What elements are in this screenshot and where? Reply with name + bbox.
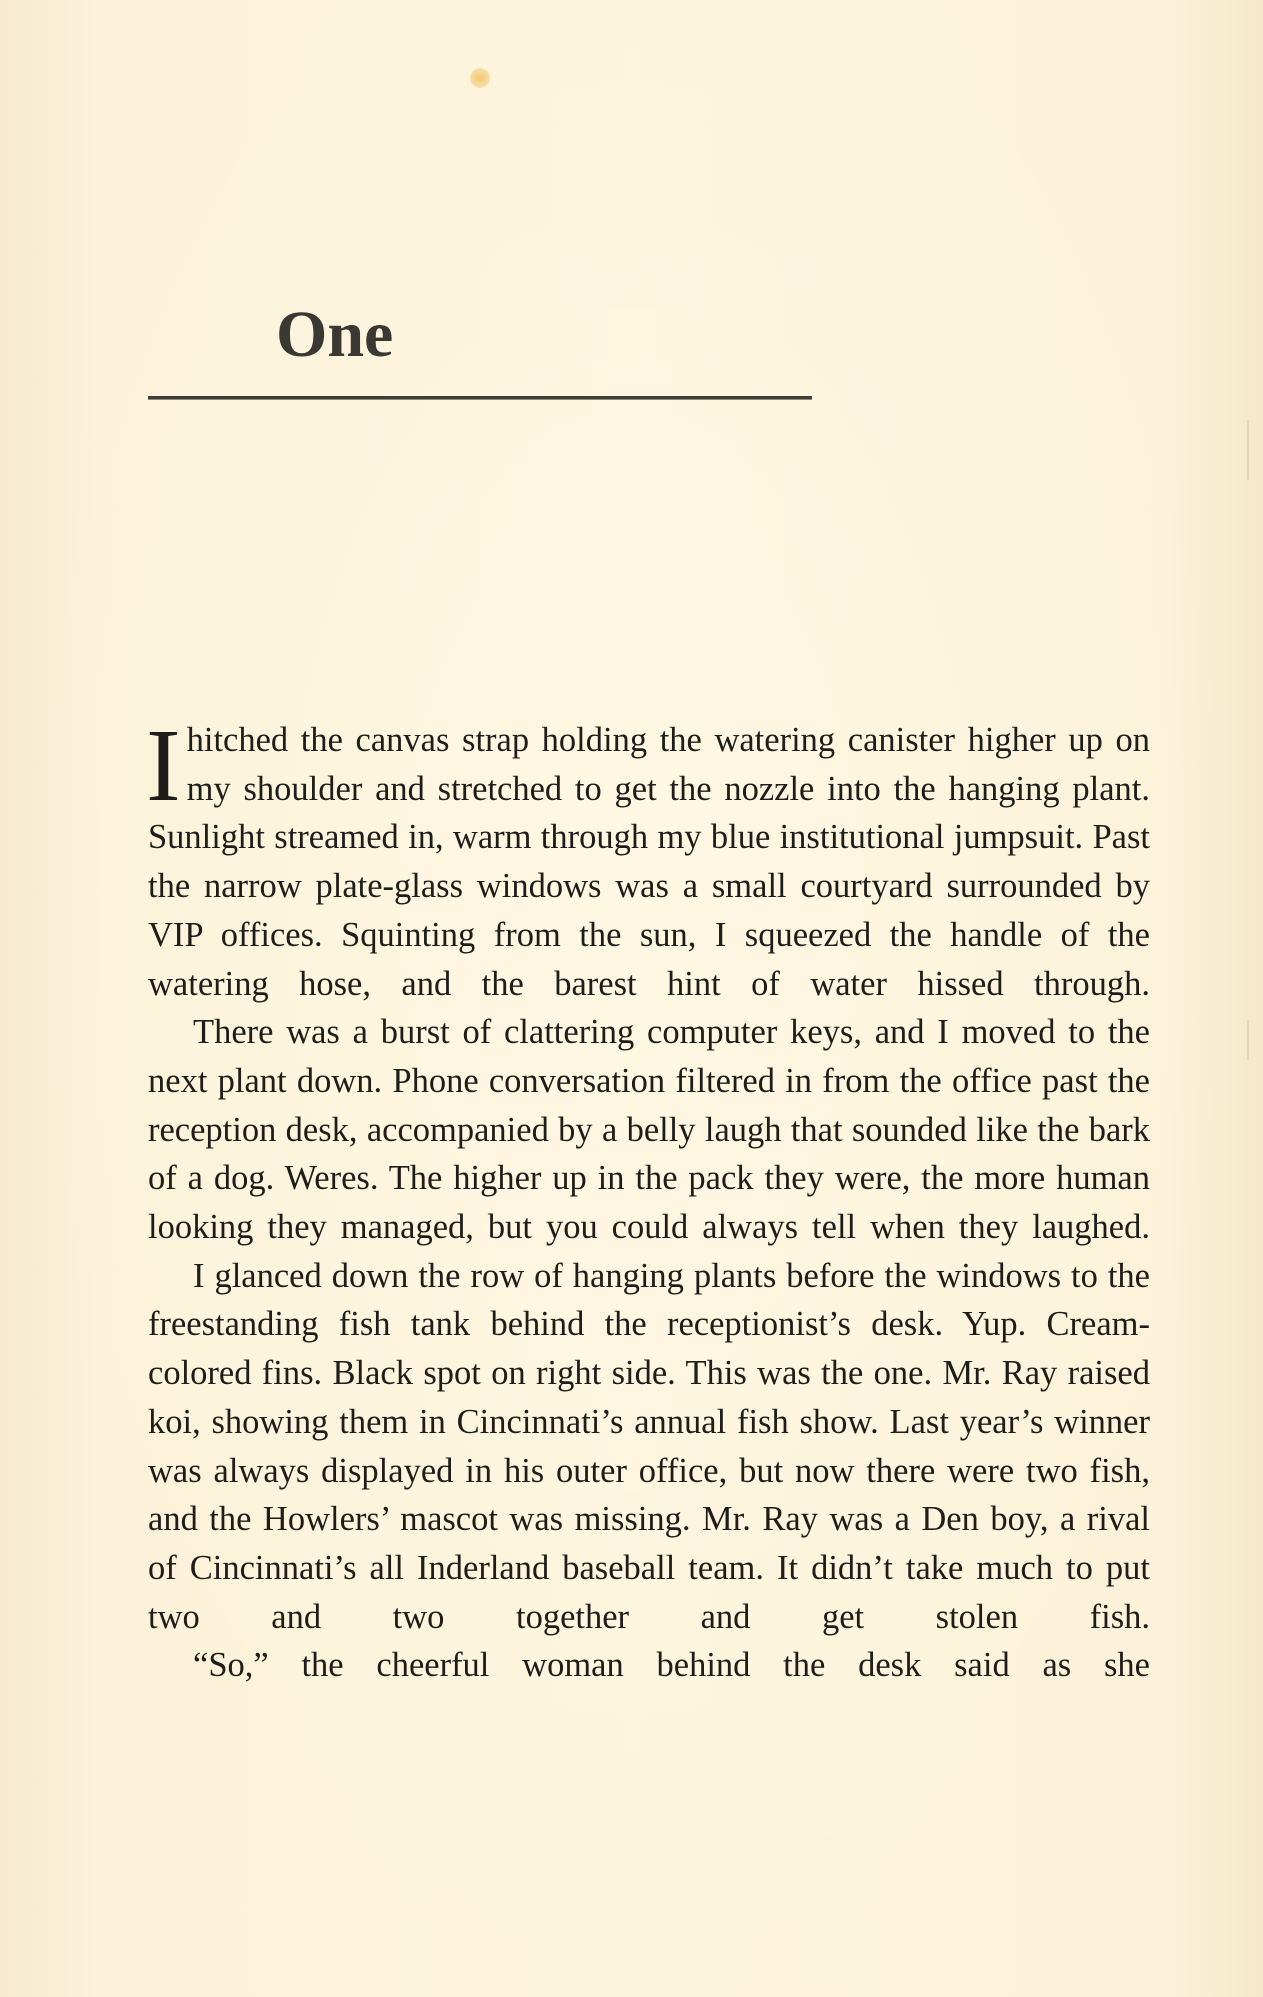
paragraph-text: hitched the canvas strap holding the watering canister higher up on my shoulder and stretched to get the nozzle into the hanging plant. Sunlight streamed in, warm through my blue institutional jumpsuit. Past the narrow plate-glass windows was a small courtyard surrounded by VIP offices. Squinting from the sun, I squeezed the handle of the watering hose, and the barest hint of water hissed through. — [148, 721, 1150, 1003]
chapter-title: One — [276, 298, 394, 371]
chapter-title-rule — [148, 396, 812, 400]
chapter-body — [146, 708, 1150, 1690]
paper-stain — [470, 68, 490, 88]
page-edge-mark — [1247, 1020, 1249, 1060]
paragraph: I glanced down the row of hanging plants before the windows to the freestanding fish tank behind the receptionist’s desk. Yup. Cream-colored fins. Black spot on right side. This was the one. Mr. Ray raised koi, showing them in Cincinnati’s annual fish show. Last year’s winner was always displayed in his outer office, but now there were two fish, and the Howlers’ mascot was missing. Mr. Ray was a Den boy, a rival of Cincinnati’s all Inderland baseball team. It didn’t take much to put two and two together and get stolen fish. — [148, 1256, 1150, 1636]
paragraph: “So,” the cheerful woman behind the desk said as she — [193, 1646, 1150, 1685]
paragraph: There was a burst of clattering computer keys, and I moved to the next plant down. Phone conversation filtered in from the office past the reception desk, accompanied by a belly laugh that sounded like the bark of a dog. Weres. The higher up in the pack they were, the more human looking they managed, but you could always tell when they laughed. — [148, 1013, 1150, 1247]
paragraph — [146, 708, 1150, 1008]
page-edge-mark — [1247, 420, 1249, 480]
drop-cap: I — [146, 708, 181, 823]
